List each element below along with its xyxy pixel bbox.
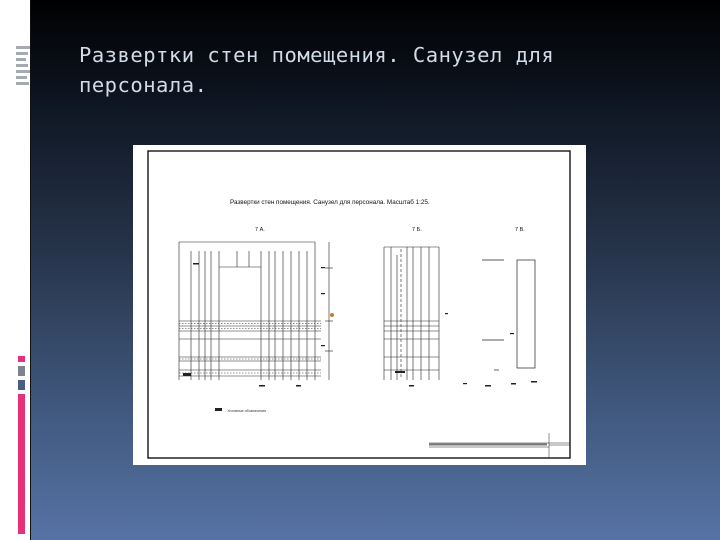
decor-stripes xyxy=(16,46,30,90)
drawing-caption: Развертки стен помещения. Санузел для персонала. Масштаб 1:25. xyxy=(230,199,430,206)
view-label-a: 7 А. xyxy=(255,227,265,233)
slide-title: Развертки стен помещения. Санузел для персонала. xyxy=(79,43,567,97)
wall-elevation-drawing xyxy=(133,145,586,465)
view-label-c: 7 В. xyxy=(515,227,525,233)
left-rule-edge xyxy=(30,0,31,540)
view-label-b: 7 Б. xyxy=(412,227,422,233)
drawing-image xyxy=(133,145,586,465)
drawing-legend: - Условные обозначения xyxy=(225,409,267,413)
